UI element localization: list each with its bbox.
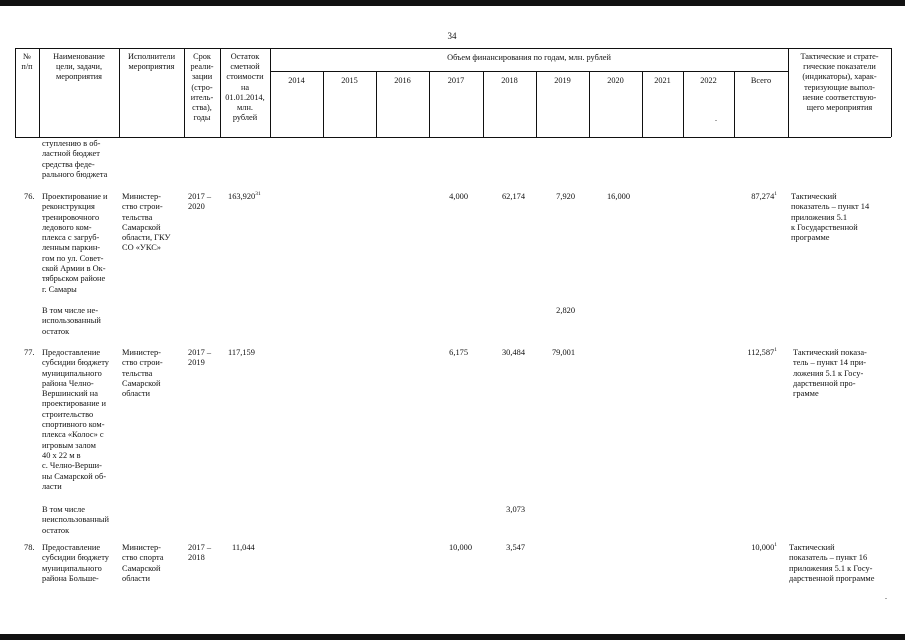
row-number: 78. bbox=[24, 543, 35, 552]
header-executors: Исполнители мероприятия bbox=[127, 52, 176, 72]
header-year-2016: 2016 bbox=[394, 76, 411, 85]
row-remaining: 163,920$^{31}$ bbox=[228, 191, 261, 201]
row-total: 112,587$^1$ bbox=[747, 347, 777, 357]
header-num: № п/п bbox=[21, 52, 33, 72]
row-executor: Министер- ство строи- тельства Самарской области, ГКУ СО «УКС» bbox=[122, 192, 171, 253]
header-name: Наименование цели, задачи, мероприятия bbox=[53, 52, 105, 82]
header-year-2020: 2020 bbox=[607, 76, 624, 85]
row-2018: 62,174 bbox=[501, 192, 525, 201]
row-executor: Министер- ство строи- тельства Самарской области bbox=[122, 348, 163, 399]
row-2018: 30,484 bbox=[501, 348, 525, 357]
header-financing: Объем финансирования по годам, млн. рублей bbox=[447, 53, 611, 62]
row-term: 2017 – 2018 bbox=[188, 543, 212, 563]
header-indicators: Тактические и страте- гические показатели (индикаторы), харак- теризующие выпол- нение соответствую- щего мероприятия bbox=[800, 52, 879, 113]
header-year-total: Всего bbox=[750, 76, 772, 85]
row-remaining: 11,044 bbox=[232, 543, 255, 552]
row-term: 2017 – 2020 bbox=[188, 192, 212, 212]
row-total: 87,274$^1$ bbox=[751, 191, 777, 201]
header-year-2019: 2019 bbox=[554, 76, 571, 85]
row-2019: 79,001 bbox=[551, 348, 575, 357]
row-2018: 3,547 bbox=[506, 543, 525, 552]
stray-mark: . bbox=[885, 592, 887, 601]
continuation-text: ступлению в об- ластной бюджет средства феде- рального бюджета bbox=[42, 139, 108, 179]
row-name: Проектирование и реконструкция тренировочного ледового ком- плекса с загруб- ленным паркин- гом по ул. Совет- ской Армии в Ок- тябрьском районе г. Самары bbox=[42, 192, 108, 294]
top-border bbox=[0, 0, 905, 6]
row-remaining: 117,159 bbox=[228, 348, 255, 357]
row-indicator: Тактический показа- тель – пункт 14 при- ложения 5.1 к Госу- дарственной про- грамме bbox=[793, 348, 867, 399]
row-2019: 7,920 bbox=[556, 192, 575, 201]
header-term: Срок реали- зации (стро- итель- ства), годы bbox=[190, 52, 214, 123]
header-year-2022: 2022 bbox=[700, 76, 717, 85]
bottom-border bbox=[0, 634, 905, 640]
row-number: 77. bbox=[24, 348, 35, 357]
stray-mark: . bbox=[715, 114, 717, 123]
subrow-label: В том числе не- использованный остаток bbox=[42, 306, 101, 336]
row-number: 76. bbox=[24, 192, 35, 201]
row-term: 2017 – 2019 bbox=[188, 348, 212, 368]
row-name: Предоставление субсидии бюджету муниципального района Больше- bbox=[42, 543, 109, 583]
row-2017: 4,000 bbox=[449, 192, 468, 201]
header-year-2014: 2014 bbox=[288, 76, 305, 85]
row-indicator: Тактический показатель – пункт 16 приложения 5.1 к Госу- дарственной программе bbox=[789, 543, 875, 583]
subrow-2018: 3,073 bbox=[506, 505, 525, 514]
subrow-2019: 2,820 bbox=[556, 306, 575, 315]
row-2017: 6,175 bbox=[449, 348, 468, 357]
header-remaining: Остаток сметной стоимости на 01.01.2014, млн. рублей bbox=[225, 52, 265, 123]
row-2017: 10,000 bbox=[448, 543, 472, 552]
row-indicator: Тактический показатель – пункт 14 приложения 5.1 к Государственной программе bbox=[791, 192, 870, 243]
header-year-2021: 2021 bbox=[654, 76, 671, 85]
subrow-label: В том числе неиспользованный остаток bbox=[42, 505, 110, 535]
row-2020: 16,000 bbox=[606, 192, 630, 201]
header-year-2017: 2017 bbox=[447, 76, 465, 85]
header-year-2015: 2015 bbox=[341, 76, 358, 85]
row-executor: Министер- ство спорта Самарской области bbox=[122, 543, 164, 583]
row-name: Предоставление субсидии бюджету муниципального района Челно- Вершинский на проектирование и строительство спортивного ком- плекса «Колос» с игровым залом 40 х 22 м в с. Челно-Верши- ны Самарской об- ласти bbox=[42, 348, 109, 491]
row-total: 10,000$^1$ bbox=[751, 542, 777, 552]
header-year-2018: 2018 bbox=[501, 76, 518, 85]
page-number: 34 bbox=[447, 31, 457, 41]
